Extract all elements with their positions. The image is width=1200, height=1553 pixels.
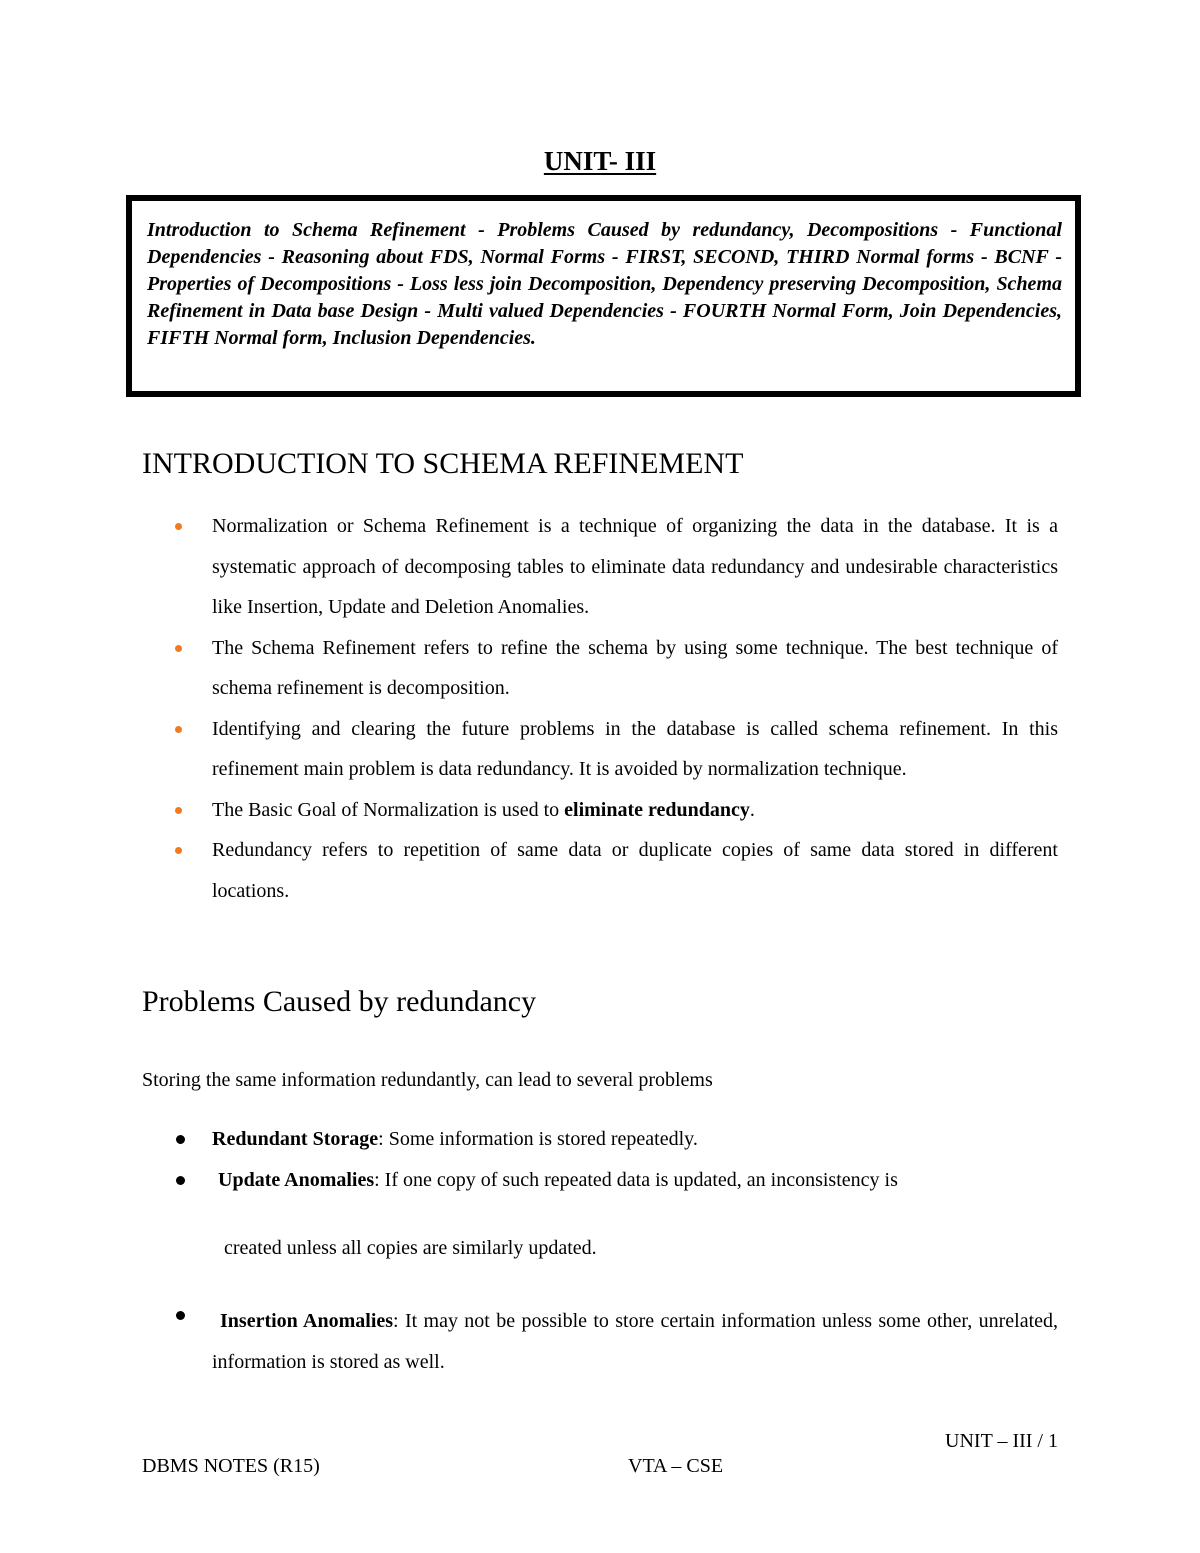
list-item (142, 506, 1058, 628)
problem-term: Redundant Storage (212, 1128, 379, 1150)
goal-suffix: . (749, 798, 755, 821)
footer-right: UNIT – III / 1 (945, 1430, 1058, 1452)
problem-continuation: created unless all copies are similarly updated. (224, 1237, 597, 1259)
bullet-icon (175, 523, 182, 530)
bullet-icon (175, 807, 182, 814)
list-item (142, 790, 1058, 831)
intro-heading: INTRODUCTION TO SCHEMA REFINEMENT (142, 447, 744, 480)
problems-intro: Storing the same information redundantly, can lead to several problems (142, 1069, 713, 1091)
problem-text: : Some information is stored repeatedly. (378, 1128, 698, 1150)
bullet-icon (175, 726, 182, 733)
bullet-icon (175, 645, 182, 652)
list-item-text: Normalization or Schema Refinement is a technique of organizing the data in the database. It is a systematic approach of decomposing tables to eliminate data redundancy and undesirable characteristics like Insertion, Update and Deletion Anomalies. (212, 515, 1058, 618)
footer-left: DBMS NOTES (R15) (142, 1455, 320, 1477)
list-item-text: The Schema Refinement refers to refine the schema by using some technique. The best technique of schema refinement is decomposition. (212, 636, 1058, 699)
syllabus-box (126, 195, 1081, 397)
list-item (142, 830, 1058, 911)
footer-center: VTA – CSE (628, 1455, 724, 1477)
goal-prefix: The Basic Goal of Normalization is used to (212, 798, 565, 821)
bullet-icon (175, 847, 182, 854)
intro-bullet-list (142, 506, 1058, 911)
problem-text: : It may not be possible to store certain information unless some other, unrelated, information is stored as well. (212, 1310, 1059, 1373)
problem-text: : If one copy of such repeated data is updated, an inconsistency is (374, 1169, 898, 1191)
list-item (142, 709, 1058, 790)
bullet-icon (176, 1311, 185, 1320)
bullet-icon (176, 1176, 185, 1185)
goal-bold-term: eliminate redundancy (564, 798, 750, 821)
list-item-text: Identifying and clearing the future problems in the database is called schema refinement. In this refinement main problem is data redundancy. It is avoided by normalization technique. (212, 717, 1058, 780)
syllabus-text: Introduction to Schema Refinement - Problems Caused by redundancy, Decompositions - Functional Dependencies - Reasoning about FDS, Normal Forms - FIRST, SECOND, THIRD Normal forms - BCNF - Properties of Decompositions - Loss less join Decomposition, Dependency preserving Decomposition, Schema Refinement in Data base Design - Multi valued Dependencies - FOURTH Normal Form, Join Dependencies, FIFTH Normal form, Inclusion Dependencies. (147, 219, 1062, 349)
bullet-icon (176, 1135, 185, 1144)
problem-term: Insertion Anomalies (220, 1310, 394, 1332)
list-item (142, 628, 1058, 709)
problems-heading: Problems Caused by redundancy (142, 985, 537, 1018)
list-item-text: Redundancy refers to repetition of same data or duplicate copies of same data stored in different locations. (212, 839, 1058, 902)
unit-title: UNIT- III (543, 146, 657, 176)
problem-term: Update Anomalies (218, 1169, 375, 1191)
